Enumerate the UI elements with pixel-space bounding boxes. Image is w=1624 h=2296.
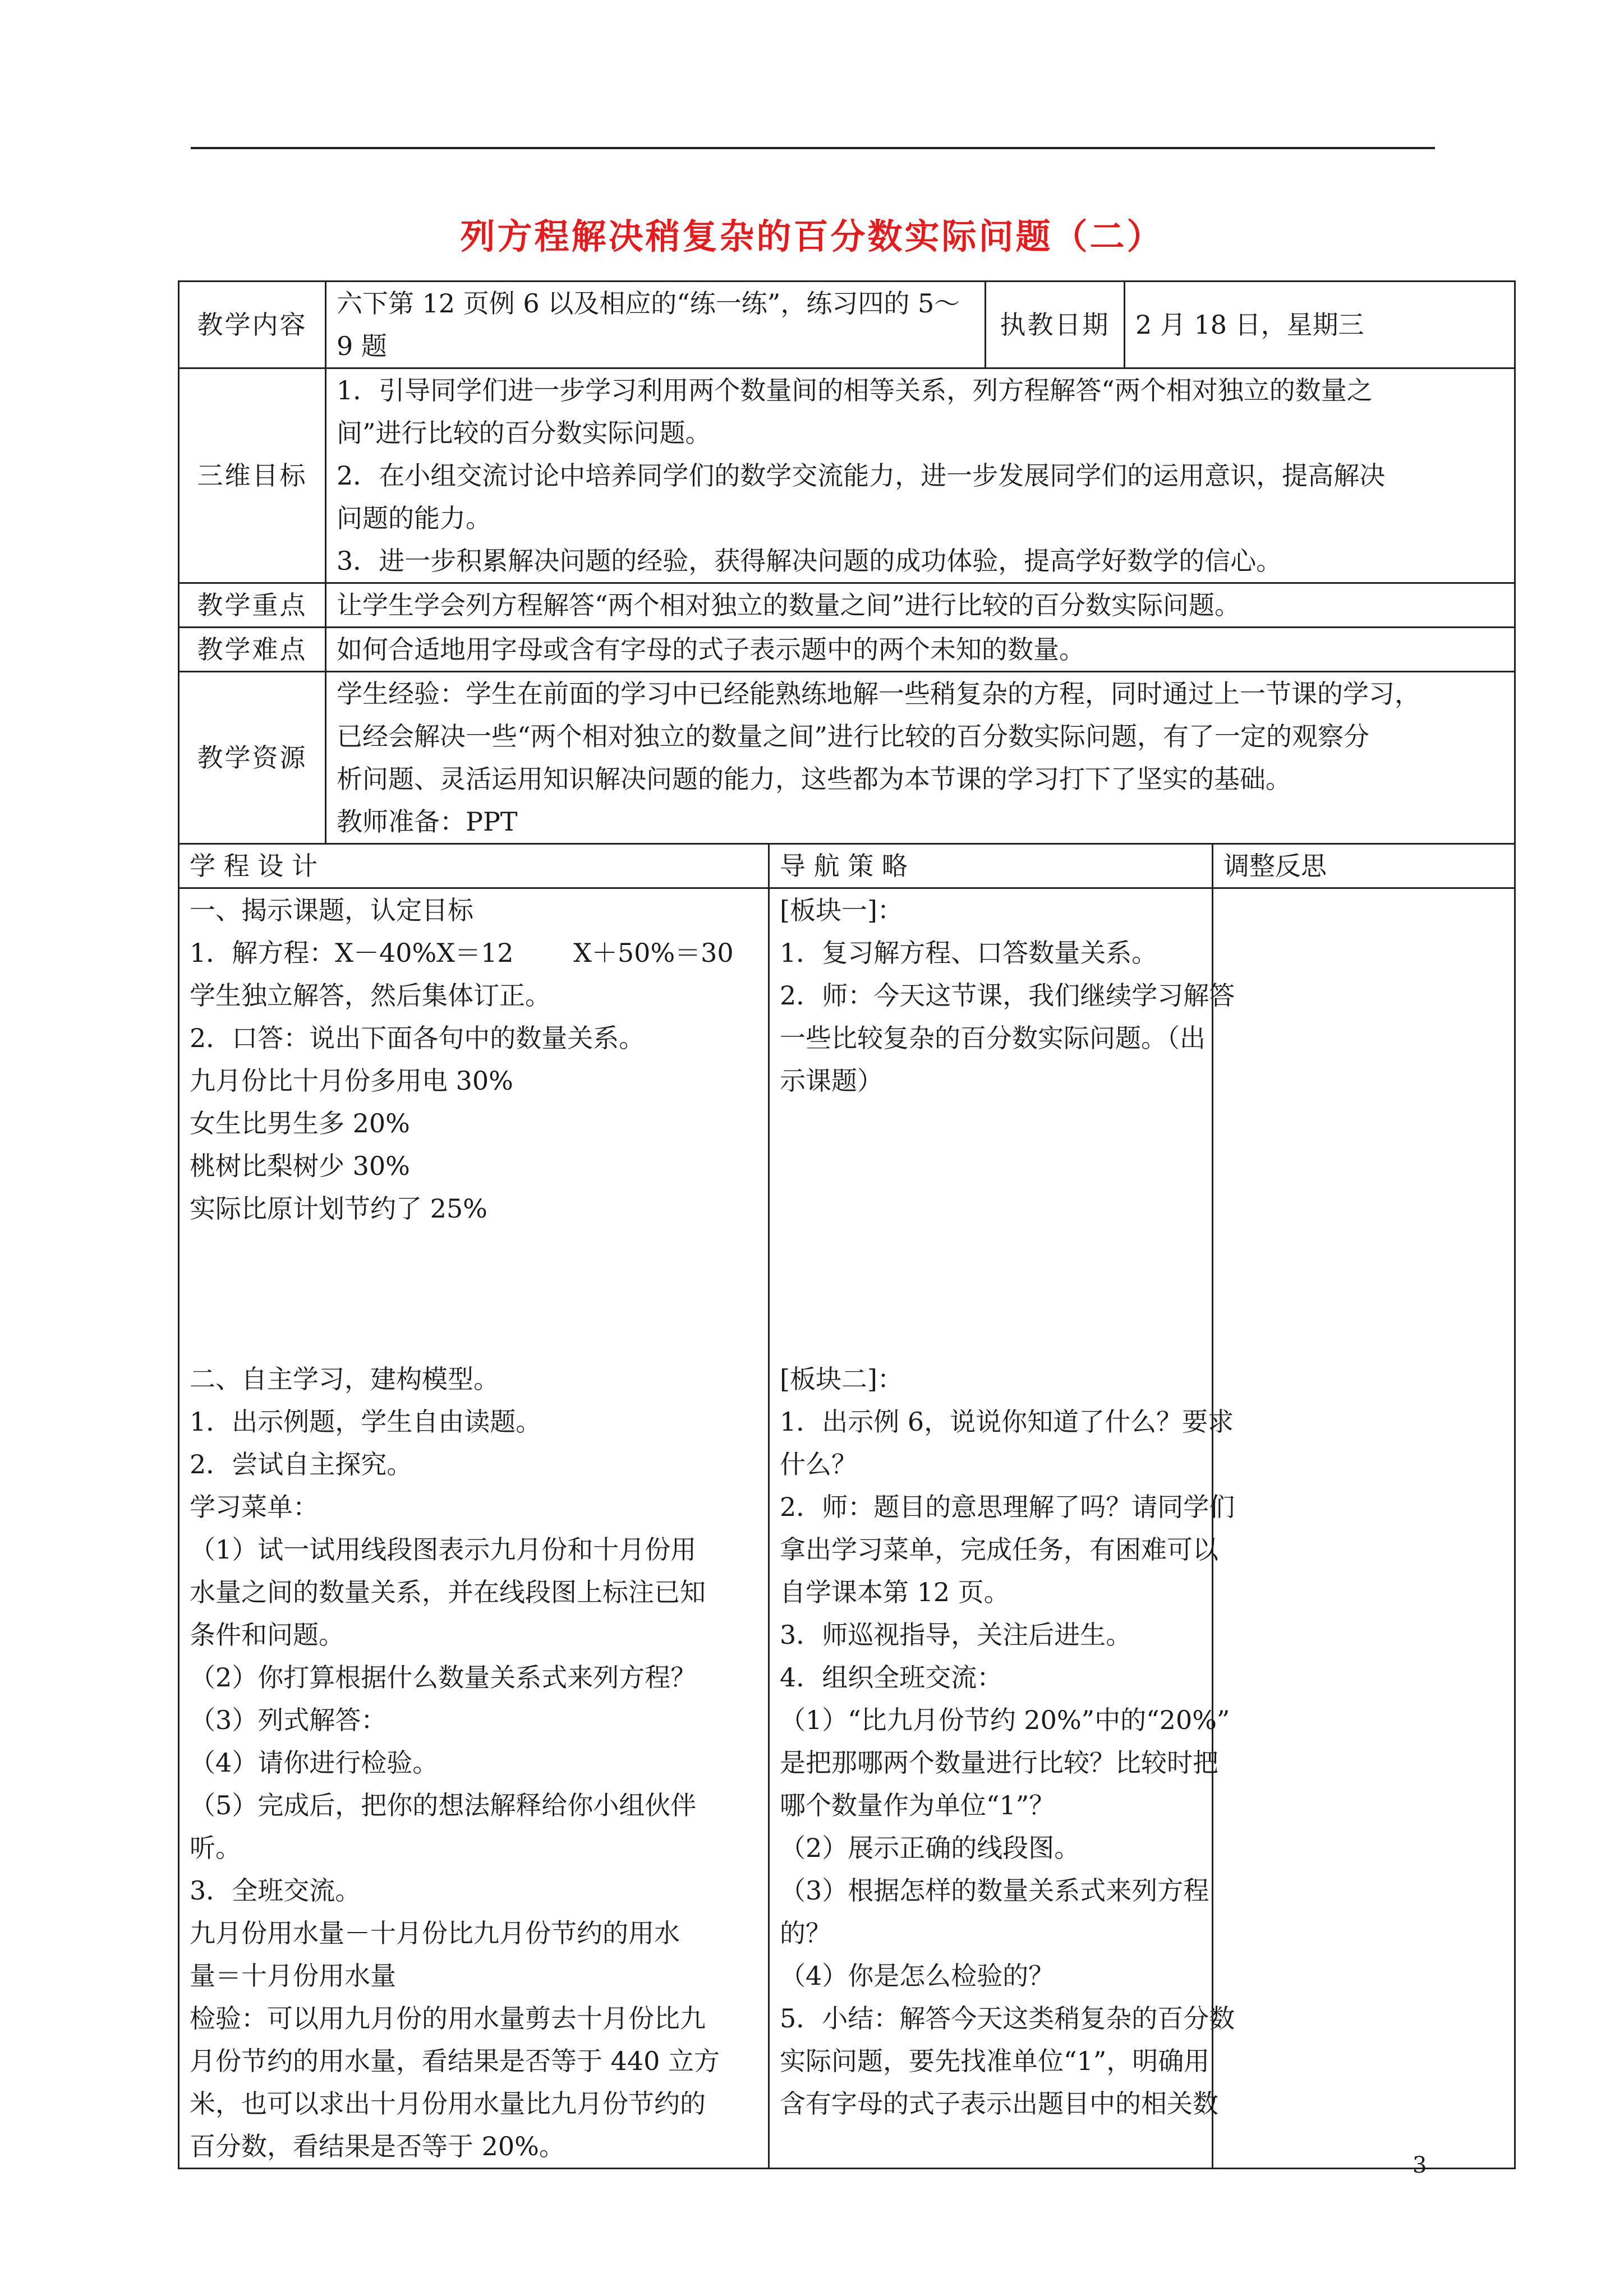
difficulty-text: 如何合适地用字母或含有字母的式子表示题中的两个未知的数量。 [326, 628, 1515, 672]
design-line: 米，也可以求出十月份用水量比九月份节约的 [190, 2088, 706, 2119]
key-point-label: 教学重点 [179, 583, 326, 628]
strategy-column-header: 导 航 策 略 [769, 844, 1213, 888]
goals-line: 2．在小组交流讨论中培养同学们的数学交流能力，进一步发展同学们的运用意识，提高解决 [337, 460, 1386, 491]
strategy-line: 一些比较复杂的百分数实际问题。（出 [780, 1023, 1206, 1053]
strategy-line: （4）你是怎么检验的？ [780, 1961, 1055, 1991]
goals-text [326, 368, 1515, 583]
design-line: 月份节约的用水量，看结果是否等于 440 立方 [190, 2046, 720, 2076]
strategy-line: 哪个数量作为单位“1”？ [780, 1790, 1055, 1820]
design-line: （4）请你进行检验。 [190, 1748, 439, 1778]
strategy-line: 2．师：今天这节课，我们继续学习解答 [780, 980, 1235, 1011]
resources-line: 析问题、灵活运用知识解决问题的能力，这些都为本节课的学习打下了坚实的基础。 [337, 764, 1291, 794]
resources-label: 教学资源 [179, 672, 326, 844]
resources-line: 已经会解决一些“两个相对独立的数量之间”进行比较的百分数实际问题，有了一定的观察分 [337, 721, 1370, 751]
lesson-plan-table [178, 280, 1514, 2169]
difficulty-label: 教学难点 [179, 628, 326, 672]
strategy-line: （3）根据怎样的数量关系式来列方程 [780, 1875, 1209, 1906]
strategy-line: （1）“比九月份节约 20%”中的“20%” [780, 1705, 1230, 1735]
design-line: 检验：可以用九月份的用水量剪去十月份比九 [190, 2003, 706, 2034]
resources-line: 教师准备：PPT [337, 806, 518, 837]
design-line: 3．全班交流。 [190, 1875, 361, 1906]
design-line: 一、揭示课题，认定目标 [190, 895, 473, 925]
strategy-line: 1．复习解方程、口答数量关系。 [780, 938, 1158, 968]
strategy-line: [板块一]： [780, 895, 903, 925]
design-line: 学生独立解答，然后集体订正。 [190, 980, 551, 1011]
strategy-line: 4．组织全班交流： [780, 1662, 1003, 1693]
design-line: 水量之间的数量关系，并在线段图上标注已知 [190, 1577, 706, 1607]
design-column-header: 学 程 设 计 [179, 844, 769, 888]
design-line: 女生比男生多 20% [190, 1108, 410, 1138]
design-column [179, 888, 769, 2169]
design-line: 1．出示例题，学生自由读题。 [190, 1407, 542, 1437]
goals-label: 三维目标 [179, 368, 326, 583]
design-line: 二、自主学习，建构模型。 [190, 1364, 499, 1394]
reflection-column-header: 调整反思 [1213, 844, 1515, 888]
strategy-line: [板块二]： [780, 1364, 903, 1394]
design-line: （1）试一试用线段图表示九月份和十月份用 [190, 1534, 697, 1565]
page-number: 3 [1413, 2152, 1427, 2178]
goals-line: 1．引导同学们进一步学习利用两个数量间的相等关系，列方程解答“两个相对独立的数量之 [337, 375, 1373, 405]
design-line: 九月份用水量－十月份比九月份节约的用水 [190, 1918, 680, 1948]
header-rule [191, 147, 1435, 149]
design-line: （5）完成后，把你的想法解释给你小组伙伴 [190, 1790, 697, 1820]
strategy-line: 5．小结：解答今天这类稍复杂的百分数 [780, 2003, 1235, 2034]
date-value: 2 月 18 日，星期三 [1125, 282, 1515, 368]
design-line: 百分数，看结果是否等于 20%。 [190, 2131, 565, 2161]
design-line: 实际比原计划节约了 25% [190, 1193, 487, 1224]
strategy-gap [780, 1102, 1202, 1358]
strategy-line: 的？ [780, 1918, 831, 1948]
goals-line: 3．进一步积累解决问题的经验，获得解决问题的成功体验，提高学好数学的信心。 [337, 546, 1282, 576]
content-label: 教学内容 [179, 282, 326, 368]
goals-line: 问题的能力。 [337, 503, 491, 533]
design-line: 学习菜单： [190, 1492, 319, 1522]
design-line: 量＝十月份用水量 [190, 1961, 396, 1991]
design-line: （3）列式解答： [190, 1705, 387, 1735]
strategy-line: 拿出学习菜单，完成任务，有困难可以 [780, 1534, 1218, 1565]
strategy-line: 是把那哪两个数量进行比较？比较时把 [780, 1748, 1218, 1778]
key-point-text: 让学生学会列方程解答“两个相对独立的数量之间”进行比较的百分数实际问题。 [326, 583, 1515, 628]
design-line: 听。 [190, 1833, 241, 1863]
design-line: 1．解方程：X－40%X＝12 X＋50%＝30 [190, 938, 734, 968]
strategy-line: 2．师：题目的意思理解了吗？请同学们 [780, 1492, 1235, 1522]
design-gap [190, 1230, 758, 1358]
design-line: 九月份比十月份多用电 30% [190, 1066, 513, 1096]
design-line: 2．口答：说出下面各句中的数量关系。 [190, 1023, 645, 1053]
strategy-line: 什么？ [780, 1449, 857, 1479]
strategy-line: 含有字母的式子表示出题目中的相关数 [780, 2088, 1218, 2119]
strategy-line: （2）展示正确的线段图。 [780, 1833, 1080, 1863]
strategy-line: 1．出示例 6，说说你知道了什么？要求 [780, 1407, 1234, 1437]
date-label: 执教日期 [986, 282, 1125, 368]
page-title: 列方程解决稍复杂的百分数实际问题（二） [460, 216, 1164, 257]
reflection-column [1213, 888, 1515, 2169]
design-line: 2．尝试自主探究。 [190, 1449, 413, 1479]
strategy-line: 3．师巡视指导，关注后进生。 [780, 1620, 1132, 1650]
goals-line: 间”进行比较的百分数实际问题。 [337, 418, 711, 448]
resources-text [326, 672, 1515, 844]
design-line: （2）你打算根据什么数量关系式来列方程？ [190, 1662, 697, 1693]
design-line: 条件和问题。 [190, 1620, 344, 1650]
design-line: 桃树比梨树少 30% [190, 1151, 410, 1181]
strategy-line: 实际问题，要先找准单位“1”，明确用 [780, 2046, 1210, 2076]
strategy-line: 自学课本第 12 页。 [780, 1577, 1010, 1607]
strategy-column [769, 888, 1235, 2169]
resources-line: 学生经验：学生在前面的学习中已经能熟练地解一些稍复杂的方程，同时通过上一节课的学习， [337, 679, 1420, 709]
strategy-line: 示课题） [780, 1066, 883, 1096]
content-value: 六下第 12 页例 6 以及相应的“练一练”，练习四的 5～9 题 [326, 282, 986, 368]
